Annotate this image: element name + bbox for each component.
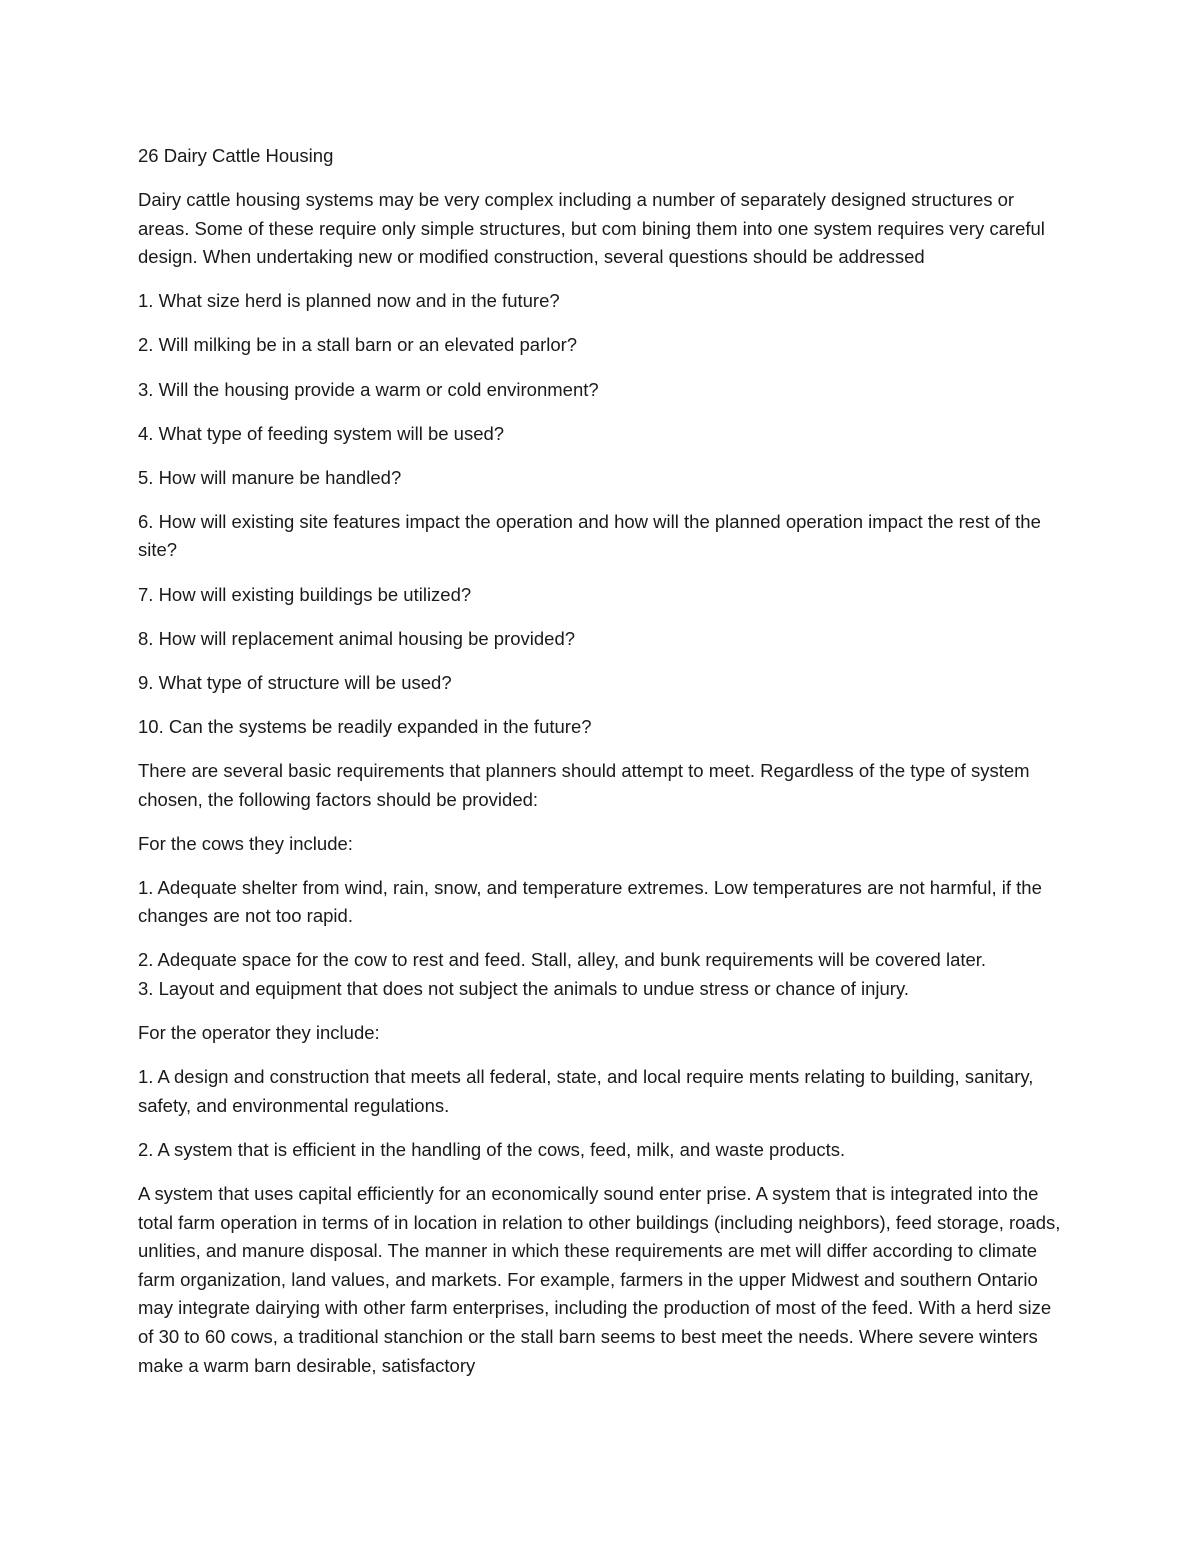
question-item: 5. How will manure be handled? — [138, 466, 402, 488]
cows-heading: For the cows they include: — [138, 832, 353, 854]
question-item: 4. What type of feeding system will be used? — [138, 422, 505, 444]
closing-paragraph: A system that uses capital efficiently for an economically sound enter prise. A system that is integrated into the total farm operation in terms of in location in relation to other buildings (including neighbors), feed storage, roads, unlities, and manure disposal. The manner in which these requirements are met will differ according to climate farm organization, land values, and markets. For example, farmers in the upper Midwest and southern Ontario may integrate dairying with other farm enterprises, including the production of most of the feed. With a herd size of 30 to 60 cows, a traditional stanchion or the stall barn seems to best meet the needs. Where severe winters make a warm barn desirable, satisfactory — [138, 1182, 1061, 1376]
intro-paragraph: Dairy cattle housing systems may be very complex including a number of separately designed structures or areas. Some of these require only simple structures, but com bining them into one system requires very careful design. When undertaking new or modified construction, several questions should be addressed — [138, 189, 1045, 268]
question-item: 6. How will existing site features impact the operation and how will the planned operation impact the rest of the site? — [138, 510, 1041, 561]
question-item: 8. How will replacement animal housing be provided? — [138, 627, 576, 649]
requirements-paragraph: There are several basic requirements that planners should attempt to meet. Regardless of the type of system chosen, the following factors should be provided: — [138, 759, 1030, 810]
question-item: 2. Will milking be in a stall barn or an elevated parlor? — [138, 334, 578, 356]
operator-heading: For the operator they include: — [138, 1022, 380, 1044]
cows-list-item: 3. Layout and equipment that does not subject the animals to undue stress or chance of injury. — [138, 977, 909, 999]
question-item: 1. What size herd is planned now and in the future? — [138, 290, 560, 312]
operator-list-item: 2. A system that is efficient in the handling of the cows, feed, milk, and waste products. — [138, 1138, 846, 1160]
cows-list-item: 1. Adequate shelter from wind, rain, snow, and temperature extremes. Low temperatures are not harmful, if the changes are not too rapid. — [138, 876, 1042, 927]
document-page — [138, 142, 1068, 1396]
question-item: 10. Can the systems be readily expanded in the future? — [138, 715, 592, 737]
document-title: 26 Dairy Cattle Housing — [138, 145, 334, 166]
question-item: 7. How will existing buildings be utilized? — [138, 583, 472, 605]
question-item: 3. Will the housing provide a warm or cold environment? — [138, 378, 599, 400]
cows-list-item: 2. Adequate space for the cow to rest and feed. Stall, alley, and bunk requirements will be covered later. — [138, 949, 987, 971]
question-item: 9. What type of structure will be used? — [138, 671, 452, 693]
operator-list-item: 1. A design and construction that meets all federal, state, and local require ments relating to building, sanitary, safety, and environmental regulations. — [138, 1066, 1034, 1116]
